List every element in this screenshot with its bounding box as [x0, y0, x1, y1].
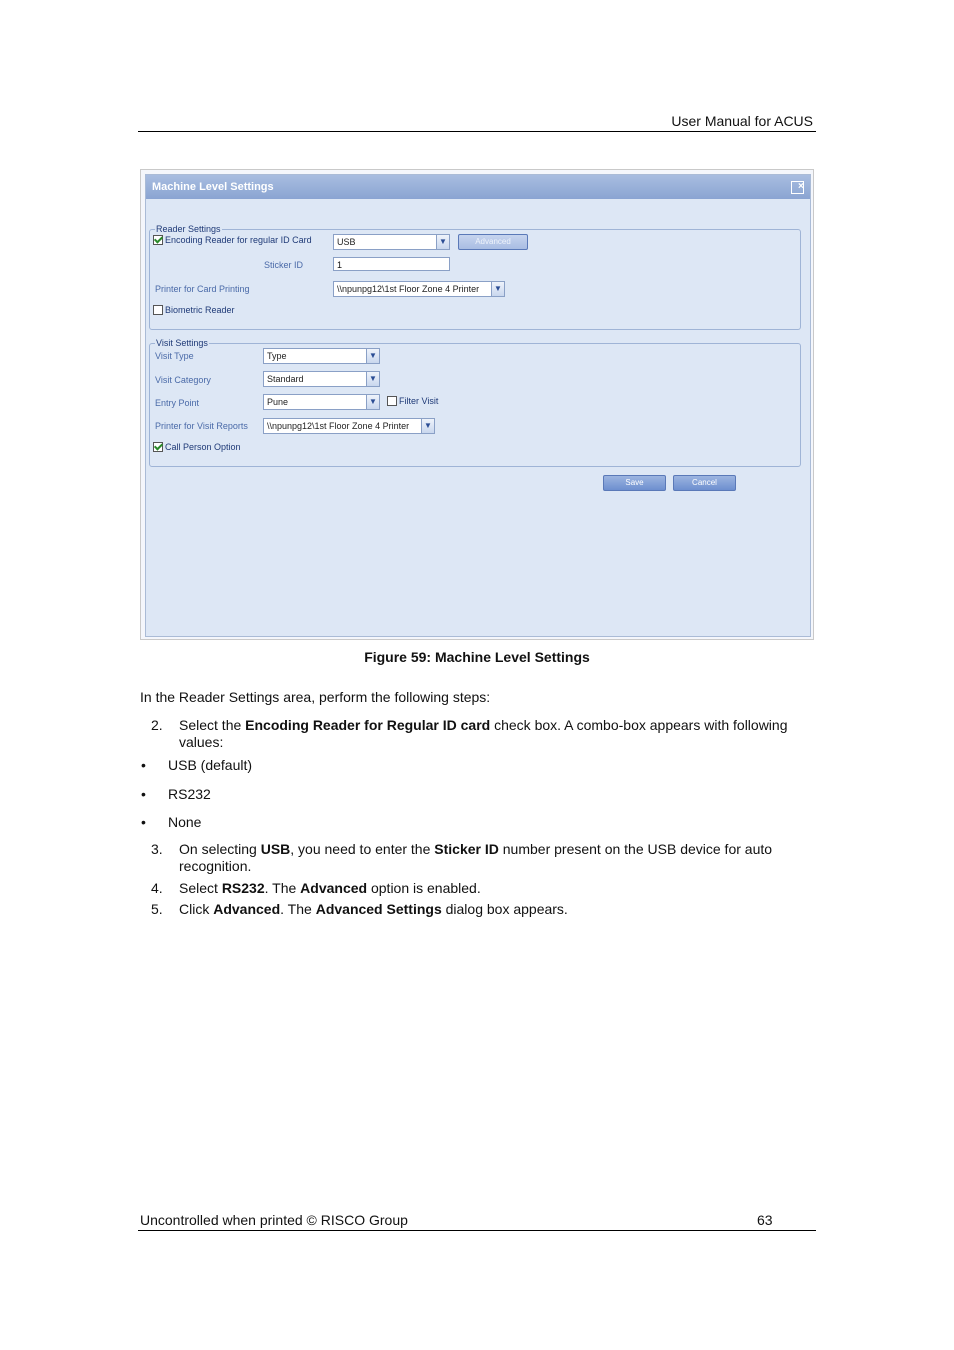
- chevron-down-icon[interactable]: ▼: [366, 372, 379, 386]
- reader-settings-legend: Reader Settings: [156, 224, 221, 234]
- entry-point-combo[interactable]: [263, 394, 380, 410]
- filter-visit-checkbox[interactable]: [387, 396, 397, 406]
- visit-type-label: Visit Type: [155, 351, 194, 361]
- encoding-reader-checkbox-row[interactable]: [153, 234, 312, 246]
- bullet-dot: •: [141, 757, 146, 773]
- bullet-item: [141, 786, 211, 803]
- step-4: [151, 880, 811, 897]
- bullet-text: USB (default): [168, 757, 253, 773]
- step-text-bold: USB: [260, 841, 291, 857]
- printer-card-value: \\npunpg12\1st Floor Zone 4 Printer: [337, 284, 480, 294]
- sticker-id-input[interactable]: 1: [333, 257, 450, 271]
- step-text-part: option is enabled.: [367, 880, 481, 896]
- bullet-dot: •: [141, 814, 146, 830]
- step-text: [179, 717, 811, 751]
- step-text: [179, 880, 811, 897]
- step-number: 5.: [151, 901, 163, 917]
- printer-reports-combo[interactable]: [263, 418, 435, 434]
- step-text-part: . The: [280, 901, 316, 917]
- encoding-reader-label: Encoding Reader for regular ID Card: [165, 235, 312, 245]
- visit-category-label: Visit Category: [155, 375, 211, 385]
- step-text-part: number present on the USB device for auto recognition.: [179, 841, 773, 874]
- step-text-part: On selecting: [179, 841, 261, 857]
- biometric-reader-label: Biometric Reader: [165, 305, 235, 315]
- step-text-part: . The: [264, 880, 301, 896]
- chevron-down-icon[interactable]: ▼: [491, 282, 504, 296]
- save-button[interactable]: Save: [603, 475, 666, 491]
- page-number: 63: [757, 1212, 773, 1228]
- step-number: 3.: [151, 841, 163, 857]
- filter-visit-label: Filter Visit: [399, 396, 439, 406]
- step-text-part: Select: [179, 880, 222, 896]
- entry-point-label: Entry Point: [155, 398, 200, 408]
- close-icon[interactable]: ×: [791, 181, 804, 194]
- printer-card-combo[interactable]: [333, 281, 505, 297]
- step-text-part: check box. A combo-box appears with following values:: [179, 717, 788, 750]
- machine-level-settings-dialog: [145, 174, 811, 637]
- visit-type-value: Type: [267, 351, 287, 361]
- chevron-down-icon[interactable]: ▼: [436, 235, 449, 249]
- page-footer: [138, 1212, 816, 1231]
- step-text-bold: Encoding Reader for Regular ID card: [245, 717, 491, 733]
- chevron-down-icon[interactable]: ▼: [366, 395, 379, 409]
- call-person-label: Call Person Option: [165, 442, 241, 452]
- printer-card-label: Printer for Card Printing: [155, 284, 250, 294]
- bullet-text: None: [168, 814, 202, 830]
- step-5: [151, 901, 811, 918]
- chevron-down-icon[interactable]: ▼: [366, 349, 379, 363]
- bullet-dot: •: [141, 786, 146, 802]
- chevron-down-icon[interactable]: ▼: [421, 419, 434, 433]
- printer-reports-label: Printer for Visit Reports: [155, 421, 248, 431]
- figure-caption: Figure 59: Machine Level Settings: [364, 649, 590, 665]
- step-number: 2.: [151, 717, 163, 733]
- visit-settings-group: [149, 338, 801, 467]
- step-text-bold: Advanced Settings: [315, 901, 442, 917]
- printer-reports-value: \\npunpg12\1st Floor Zone 4 Printer: [267, 421, 410, 431]
- step-text: [179, 841, 811, 875]
- intro-paragraph: In the Reader Settings area, perform the following steps:: [140, 689, 491, 705]
- step-text-part: Click: [179, 901, 214, 917]
- cancel-button[interactable]: Cancel: [673, 475, 736, 491]
- encoding-reader-combo[interactable]: [333, 234, 450, 250]
- step-text-bold: Sticker ID: [434, 841, 499, 857]
- bullet-item: [141, 814, 201, 831]
- biometric-reader-checkbox[interactable]: [153, 305, 163, 315]
- bullet-text: RS232: [168, 786, 211, 802]
- step-text-bold: Advanced: [213, 901, 281, 917]
- step-number: 4.: [151, 880, 163, 896]
- page-header: [138, 112, 816, 132]
- step-text: [179, 901, 811, 918]
- screenshot-figure: [140, 169, 814, 640]
- step-text-bold: RS232: [221, 880, 265, 896]
- biometric-reader-checkbox-row[interactable]: [153, 304, 235, 316]
- filter-visit-checkbox-row[interactable]: [387, 395, 438, 407]
- visit-category-value: Standard: [267, 374, 304, 384]
- entry-point-value: Pune: [267, 397, 289, 407]
- sticker-id-label: Sticker ID: [264, 260, 304, 270]
- visit-settings-legend: Visit Settings: [156, 338, 208, 348]
- dialog-title-text: Machine Level Settings: [152, 181, 274, 193]
- call-person-checkbox-row[interactable]: [153, 441, 241, 453]
- visit-type-combo[interactable]: [263, 348, 380, 364]
- encoding-reader-checkbox[interactable]: [153, 235, 163, 245]
- step-text-part: , you need to enter the: [290, 841, 435, 857]
- header-title: User Manual for ACUS: [671, 113, 813, 129]
- step-2: [151, 717, 811, 751]
- dialog-title: [146, 175, 810, 199]
- step-3: [151, 841, 811, 875]
- step-text-part: dialog box appears.: [441, 901, 568, 917]
- call-person-checkbox[interactable]: [153, 442, 163, 452]
- bullet-item: [141, 757, 252, 774]
- step-text-bold: Advanced: [300, 880, 368, 896]
- step-text-part: Select the: [179, 717, 246, 733]
- footer-copyright: Uncontrolled when printed © RISCO Group: [140, 1212, 408, 1228]
- visit-category-combo[interactable]: [263, 371, 380, 387]
- advanced-button[interactable]: Advanced: [458, 234, 528, 250]
- encoding-reader-value: USB: [337, 237, 356, 247]
